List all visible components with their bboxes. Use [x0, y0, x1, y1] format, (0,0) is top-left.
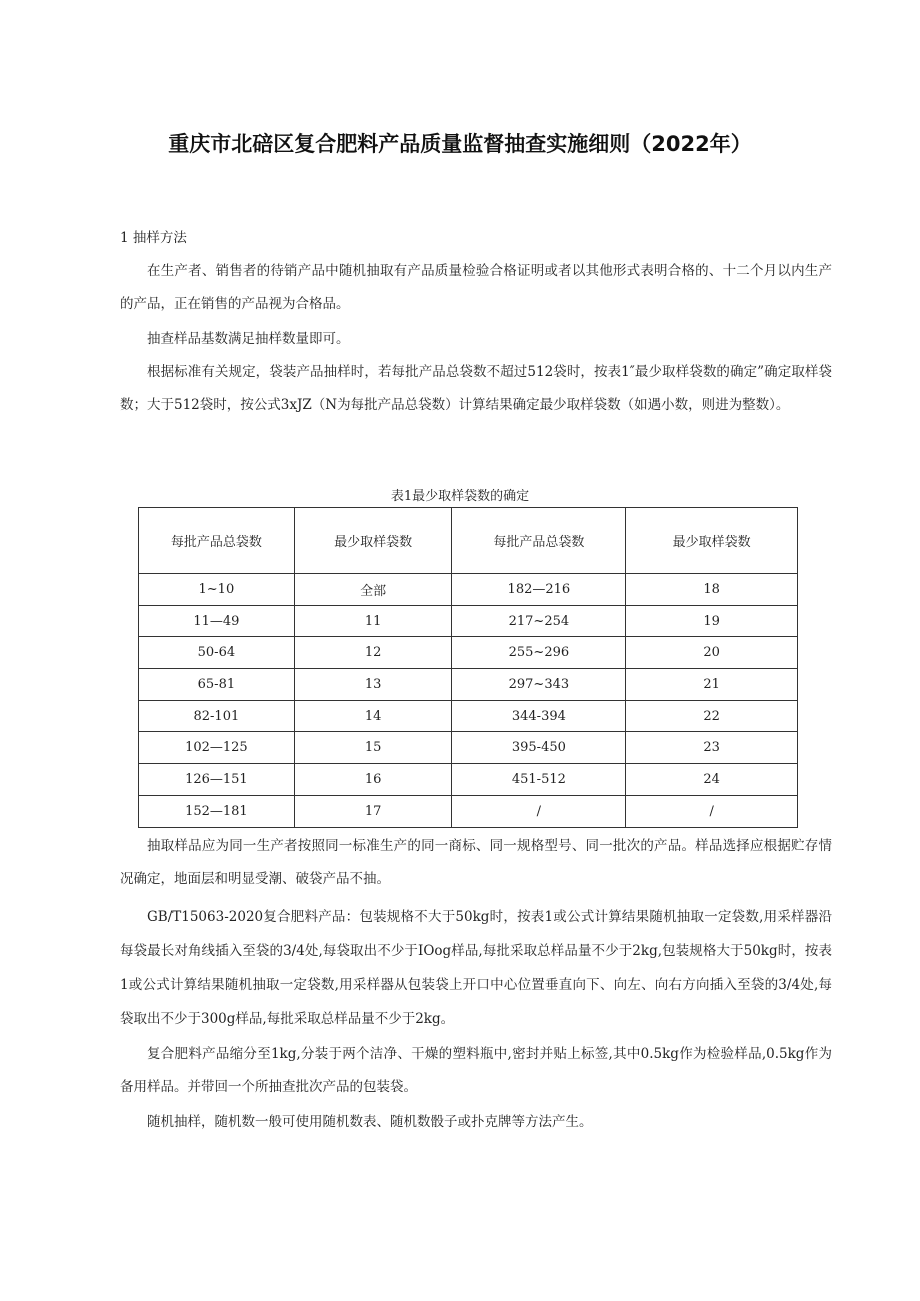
table-cell: 451-512	[452, 764, 626, 796]
table-row	[139, 605, 798, 637]
table-cell: 152—181	[139, 795, 295, 827]
paragraph: 根据标准有关规定，袋装产品抽样时，若每批产品总袋数不超过512袋时，按表1″最少取样袋数的确定”确定取样袋数；大于512袋时，按公式3xJZ（N为每批产品总袋数）计算结果确定最少取样袋数（如遇小数，则进为整数）。	[120, 364, 832, 413]
table-cell: 11	[294, 605, 452, 637]
table-row	[139, 669, 798, 701]
paragraph: 抽取样品应为同一生产者按照同一标准生产的同一商标、同一规格型号、同一批次的产品。样品选择应根据贮存情况确定，地面层和明显受潮、破袋产品不抽。	[120, 838, 832, 887]
paragraph: 复合肥料产品缩分至1kg,分装于两个洁净、干燥的塑料瓶中,密封并贴上标签,其中0.5kg作为检验样品,0.5kg作为备用样品。并带回一个所抽查批次产品的包装袋。	[120, 1046, 832, 1095]
table-cell: 65-81	[139, 669, 295, 701]
table-cell: 12	[294, 637, 452, 669]
table-cell: 全部	[294, 574, 452, 606]
table-cell: 217~254	[452, 605, 626, 637]
table-cell: 126—151	[139, 764, 295, 796]
table-caption: 表1最少取样袋数的确定	[390, 489, 530, 504]
header-cell: 最少取样袋数	[626, 508, 798, 574]
table-row	[139, 574, 798, 606]
table-cell: 22	[626, 700, 798, 732]
table-cell: 23	[626, 732, 798, 764]
paragraph: 抽查样品基数满足抽样数量即可。	[147, 331, 350, 347]
table-cell: /	[452, 795, 626, 827]
table-row	[139, 795, 798, 827]
paragraph: 在生产者、销售者的待销产品中随机抽取有产品质量检验合格证明或者以其他形式表明合格的、十二个月以内生产的产品，正在销售的产品视为合格品。	[120, 263, 832, 312]
table-cell: 14	[294, 700, 452, 732]
paragraph: GB/T15063-2020复合肥料产品：包装规格不大于50kg时，按表1或公式计算结果随机抽取一定袋数,用采样器沿每袋最长对角线插入至袋的3/4处,每袋取出不少于IOog样品,每批采取总样品量不少于2kg,包装规格大于50kg时，按表1或公式计算结果随机抽取一定袋数,用采样器从包装袋上开口中心位置垂直向下、向左、向右方向插入至袋的3/4处,每袋取出不少于300g样品,每批采取总样品量不少于2kg。	[120, 909, 832, 1027]
table-cell: 395-450	[452, 732, 626, 764]
table-cell: 15	[294, 732, 452, 764]
section-heading: 1 抽样方法	[120, 230, 187, 246]
document-title: 重庆市北碚区复合肥料产品质量监督抽查实施细则（2022年）	[168, 132, 752, 156]
sampling-table	[138, 507, 798, 828]
header-cell: 每批产品总袋数	[139, 508, 295, 574]
table-cell: 11—49	[139, 605, 295, 637]
header-cell: 每批产品总袋数	[452, 508, 626, 574]
table-cell: 16	[294, 764, 452, 796]
table-cell: 182—216	[452, 574, 626, 606]
table-row	[139, 637, 798, 669]
table-cell: /	[626, 795, 798, 827]
table-cell: 1~10	[139, 574, 295, 606]
table-row	[139, 764, 798, 796]
table-row	[139, 732, 798, 764]
table-cell: 82-101	[139, 700, 295, 732]
table-cell: 102—125	[139, 732, 295, 764]
header-cell: 最少取样袋数	[294, 508, 452, 574]
table-cell: 50-64	[139, 637, 295, 669]
table-cell: 19	[626, 605, 798, 637]
table-cell: 18	[626, 574, 798, 606]
table-cell: 255~296	[452, 637, 626, 669]
paragraph: 随机抽样，随机数一般可使用随机数表、随机数骰子或扑克牌等方法产生。	[147, 1114, 593, 1130]
table-cell: 297~343	[452, 669, 626, 701]
table-row	[139, 700, 798, 732]
table-cell: 13	[294, 669, 452, 701]
table-header-row	[139, 508, 798, 574]
table-cell: 21	[626, 669, 798, 701]
table-cell: 344-394	[452, 700, 626, 732]
table-cell: 20	[626, 637, 798, 669]
table-cell: 17	[294, 795, 452, 827]
table-cell: 24	[626, 764, 798, 796]
